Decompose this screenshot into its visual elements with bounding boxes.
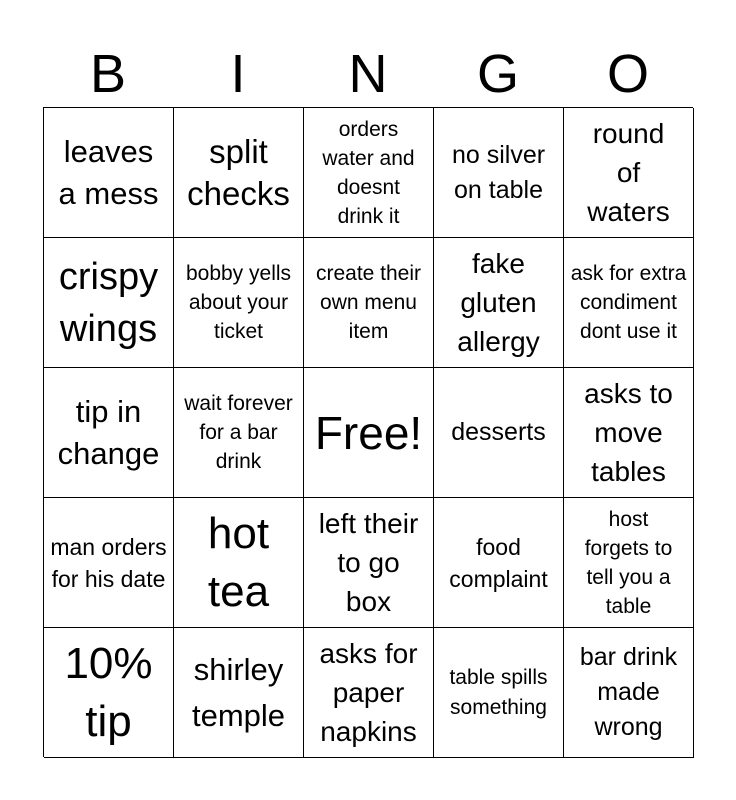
cell-text: bobby yells about your ticket xyxy=(185,262,292,343)
cell-text: leaves a mess xyxy=(58,133,159,211)
cell-text: split checks xyxy=(187,132,290,212)
bingo-cell[interactable] xyxy=(564,108,694,238)
cell-text: crispy wings xyxy=(58,255,159,350)
cell-text: ask for extra condiment dont use it xyxy=(570,262,687,343)
cell-text: asks for paper napkins xyxy=(319,638,418,747)
bingo-cell[interactable] xyxy=(564,368,694,498)
header-letter-n: N xyxy=(348,44,388,104)
bingo-cell[interactable] xyxy=(174,498,304,628)
cell-text: no silver on table xyxy=(451,140,546,204)
bingo-cell[interactable] xyxy=(434,368,564,498)
cell-text: food complaint xyxy=(449,533,548,592)
cell-text: asks to move tables xyxy=(584,378,673,487)
cell-text: wait forever for a bar drink xyxy=(184,392,293,473)
bingo-cell[interactable] xyxy=(304,498,434,628)
header-letter-o: O xyxy=(606,44,649,104)
bingo-header xyxy=(43,40,693,108)
bingo-cell[interactable] xyxy=(564,238,694,368)
bingo-cell[interactable] xyxy=(434,628,564,758)
bingo-cell[interactable] xyxy=(174,368,304,498)
cell-text: orders water and doesnt drink it xyxy=(322,117,415,228)
cell-text: table spills something xyxy=(449,665,548,719)
bingo-cell[interactable] xyxy=(434,108,564,238)
cell-text: shirley temple xyxy=(191,651,286,733)
bingo-cell[interactable] xyxy=(174,238,304,368)
free-space-text: Free! xyxy=(314,406,423,459)
cell-text: hot tea xyxy=(207,508,270,616)
bingo-cell[interactable] xyxy=(174,628,304,758)
bingo-cell[interactable] xyxy=(434,498,564,628)
bingo-grid xyxy=(43,107,693,757)
bingo-cell[interactable] xyxy=(434,238,564,368)
free-space-cell[interactable] xyxy=(304,368,434,498)
header-letter-i: I xyxy=(230,44,246,104)
cell-text: man orders for his date xyxy=(50,533,167,592)
cell-text: round of waters xyxy=(587,118,670,227)
bingo-cell[interactable] xyxy=(304,108,434,238)
cell-text: host forgets to tell you a table xyxy=(584,507,673,618)
cell-text: create their own menu item xyxy=(315,262,422,343)
bingo-cell[interactable] xyxy=(564,628,694,758)
bingo-cell[interactable] xyxy=(44,108,174,238)
bingo-cell[interactable] xyxy=(44,238,174,368)
bingo-cell[interactable] xyxy=(44,498,174,628)
bingo-cell[interactable] xyxy=(44,368,174,498)
cell-text: bar drink made wrong xyxy=(579,643,678,741)
header-letter-g: G xyxy=(476,44,519,104)
cell-text: 10% tip xyxy=(64,638,153,746)
cell-text: desserts xyxy=(451,418,546,446)
bingo-cell[interactable] xyxy=(564,498,694,628)
cell-text: tip in change xyxy=(57,393,160,471)
cell-text: left their to go box xyxy=(318,508,419,617)
bingo-cell[interactable] xyxy=(44,628,174,758)
bingo-cell[interactable] xyxy=(174,108,304,238)
bingo-cell[interactable] xyxy=(304,628,434,758)
bingo-cell[interactable] xyxy=(304,238,434,368)
header-letter-b: B xyxy=(89,44,127,104)
cell-text: fake gluten allergy xyxy=(457,248,540,357)
